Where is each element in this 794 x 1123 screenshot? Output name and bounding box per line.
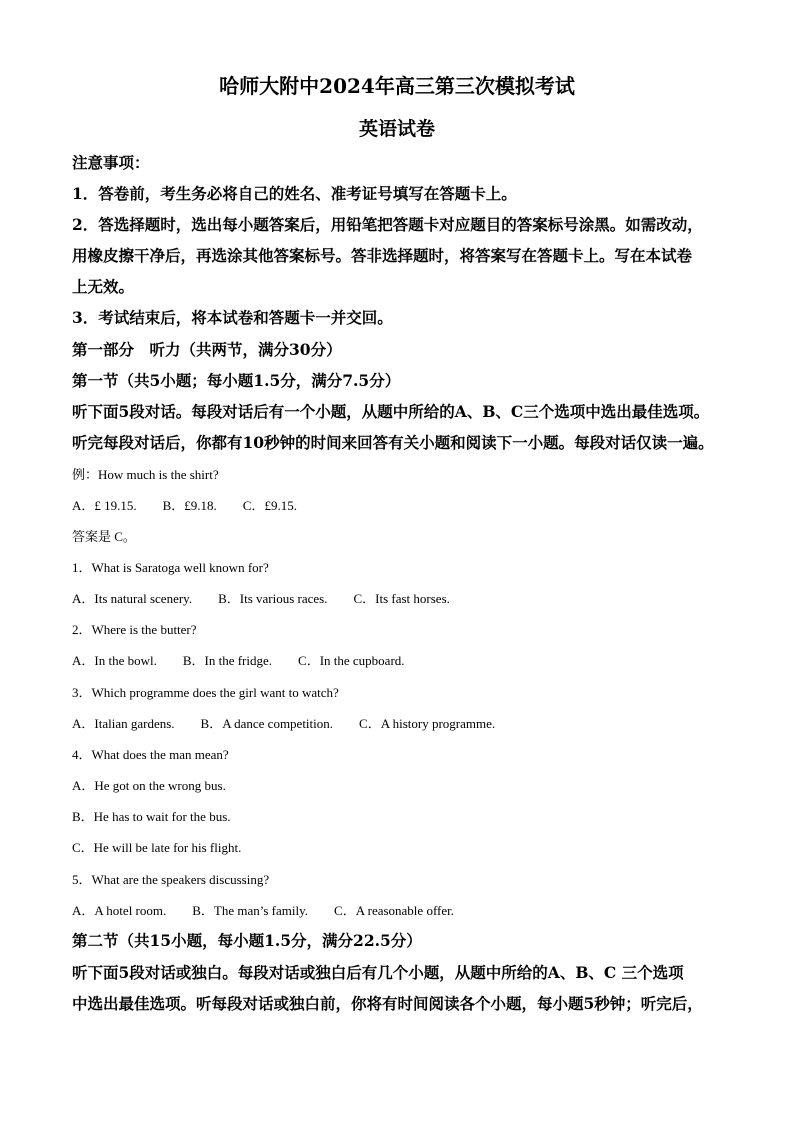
- example-answer: 答案是 C。: [72, 529, 136, 544]
- question-1-options: A．Its natural scenery. B．Its various races. C．Its fast horses.: [72, 591, 450, 606]
- question-4-option-a: A．He got on the wrong bus.: [72, 778, 226, 793]
- part1-heading: 第一部分 听力（共两节，满分30分）: [72, 340, 342, 359]
- section2-instructions-line-1: 听下面5段对话或独白。每段对话或独白后有几个小题，从题中所给的A、B、C 三个选项: [72, 963, 684, 982]
- section1-heading: 第一节（共5小题；每小题1.5分，满分7.5分）: [72, 371, 401, 390]
- question-3: 3．Which programme does the girl want to watch?: [72, 685, 339, 700]
- question-1: 1．What is Saratoga well known for?: [72, 560, 269, 575]
- question-2: 2．Where is the butter?: [72, 622, 197, 637]
- question-4-option-c: C．He will be late for his flight.: [72, 840, 242, 855]
- section2-heading: 第二节（共15小题，每小题1.5分，满分22.5分）: [72, 931, 422, 950]
- note-item-1: 1．答卷前，考生务必将自己的姓名、准考证号填写在答题卡上。: [72, 184, 517, 203]
- question-4: 4．What does the man mean?: [72, 747, 229, 762]
- note-item-2-line-2: 用橡皮擦干净后，再选涂其他答案标号。答非选择题时，将答案写在答题卡上。写在本试卷: [72, 246, 693, 265]
- question-5-options: A．A hotel room. B．The man’s family. C．A reasonable offer.: [72, 903, 454, 918]
- question-4-option-b: B．He has to wait for the bus.: [72, 809, 231, 824]
- note-item-3: 3．考试结束后，将本试卷和答题卡一并交回。: [72, 308, 393, 327]
- section1-instructions-line-2: 听完每段对话后，你都有10秒钟的时间来回答有关小题和阅读下一小题。每段对话仅读一遍。: [72, 433, 714, 452]
- example-options: A．£ 19.15. B．£9.18. C．£9.15.: [72, 498, 297, 513]
- note-item-2-line-3: 上无效。: [72, 277, 135, 296]
- question-5: 5．What are the speakers discussing?: [72, 872, 270, 887]
- example-question: 例：How much is the shirt?: [72, 467, 219, 482]
- notes-heading: 注意事项：: [72, 153, 150, 172]
- section2-instructions-line-2: 中选出最佳选项。听每段对话或独白前，你将有时间阅读各个小题，每小题5秒钟；听完后，: [72, 994, 703, 1013]
- section1-instructions-line-1: 听下面5段对话。每段对话后有一个小题，从题中所给的A、B、C三个选项中选出最佳选项。: [72, 402, 710, 421]
- exam-title: 哈师大附中2024年高三第三次模拟考试: [219, 74, 575, 98]
- question-2-options: A．In the bowl. B．In the fridge. C．In the cupboard.: [72, 653, 405, 668]
- note-item-2-line-1: 2．答选择题时，选出每小题答案后，用铅笔把答题卡对应题目的答案标号涂黑。如需改动，: [72, 215, 703, 234]
- question-3-options: A．Italian gardens. B．A dance competition. C．A history programme.: [72, 716, 496, 731]
- exam-subtitle: 英语试卷: [358, 118, 435, 140]
